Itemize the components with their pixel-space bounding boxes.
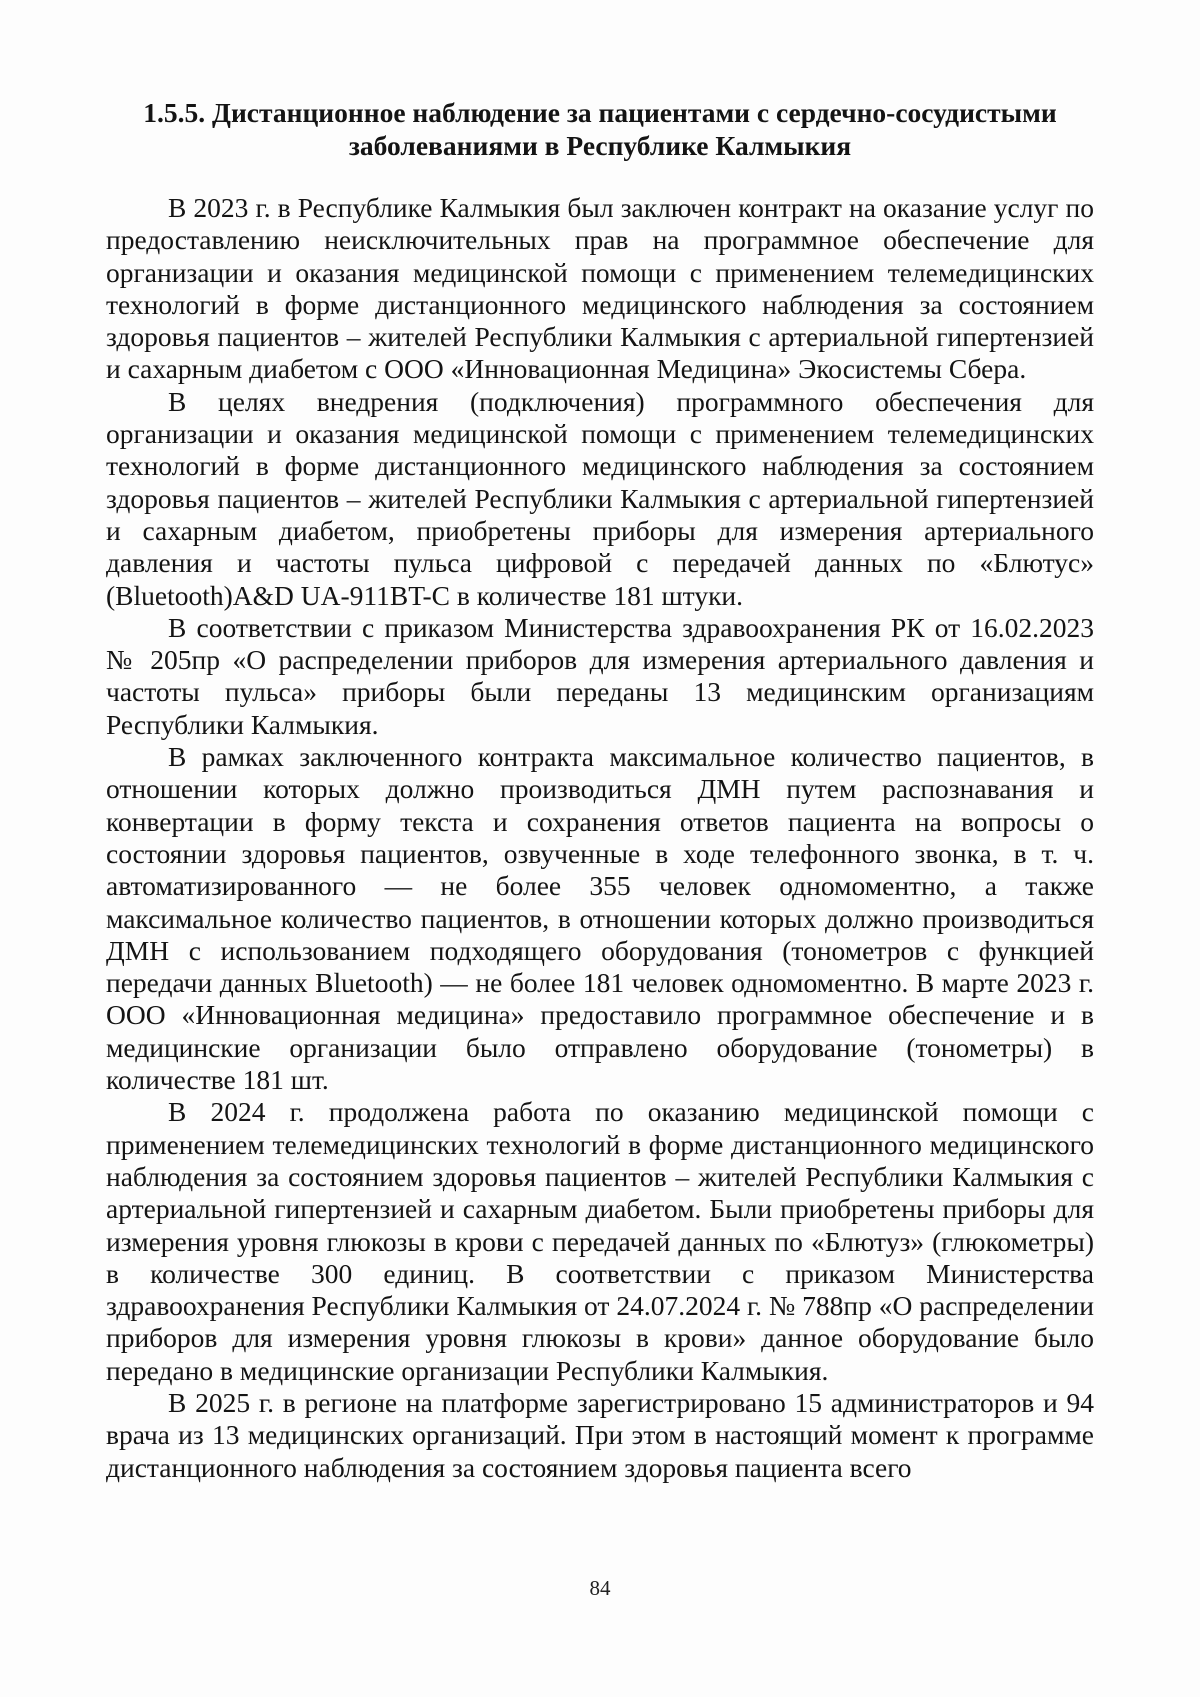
paragraph-2: В целях внедрения (подключения) программного обеспечения для организации и оказания медицинской помощи с применением телемедицинских технологий в форме дистанционного медицинского наблюдения за состоянием здоровья пациентов – жителей Республики Калмыкия с артериальной гипертензией и сахарным диабетом, приобретены приборы для измерения артериального давления и частоты пульса цифровой с передачей данных по «Блютус» (Bluetooth)A&D UA-911BT-C в количестве 181 штуки. [106,385,1094,611]
section-heading-line-2: заболеваниями в Республике Калмыкия [348,130,852,161]
paragraph-1: В 2023 г. в Республике Калмыкия был заключен контракт на оказание услуг по предоставлению неисключительных прав на программное обеспечение для организации и оказания медицинской помощи с применением телемедицинских технологий в форме дистанционного медицинского наблюдения за состоянием здоровья пациентов – жителей Республики Калмыкия с артериальной гипертензией и сахарным диабетом с ООО «Инновационная Медицина» Экосистемы Сбера. [106,192,1094,385]
paragraph-6: В 2025 г. в регионе на платформе зарегистрировано 15 администраторов и 94 врача из 13 медицинских организаций. При этом в настоящий момент к программе дистанционного наблюдения за состоянием здоровья пациента всего [106,1386,1094,1483]
page-number: 84 [589,1576,611,1600]
paragraph-5: В 2024 г. продолжена работа по оказанию медицинской помощи с применением телемедицинских технологий в форме дистанционного медицинского наблюдения за состоянием здоровья пациентов – жителей Республики Калмыкия с артериальной гипертензией и сахарным диабетом. Были приобретены приборы для измерения уровня глюкозы в крови с передачей данных по «Блютуз» (глюкометры) в количестве 300 единиц. В соответствии с приказом Министерства здравоохранения Республики Калмыкия от 24.07.2024 г. № 788пр «О распределении приборов для измерения уровня глюкозы в крови» данное оборудование было передано в медицинские организации Республики Калмыкия. [106,1096,1094,1386]
paragraph-3: В соответствии с приказом Министерства здравоохранения РК от 16.02.2023 № 205пр «О распределении приборов для измерения артериального давления и частоты пульса» приборы были переданы 13 медицинским организациям Республики Калмыкия. [106,611,1094,740]
page-content [106,96,1094,1484]
section-heading [106,96,1094,162]
section-heading-line-1: 1.5.5. Дистанционное наблюдение за пациентами с сердечно-сосудистыми [143,97,1057,128]
paragraph-4: В рамках заключенного контракта максимальное количество пациентов, в отношении которых должно производиться ДМН путем распознавания и конвертации в форму текста и сохранения ответов пациента на вопросы о состоянии здоровья пациентов, озвученные в ходе телефонного звонка, в т. ч. автоматизированного — не более 355 человек одномоментно, а также максимальное количество пациентов, в отношении которых должно производиться ДМН с использованием подходящего оборудования (тонометров с функцией передачи данных Bluetooth) — не более 181 человек одномоментно. В марте 2023 г. ООО «Инновационная медицина» предоставило программное обеспечение и в медицинские организации было отправлено оборудование (тонометры) в количестве 181 шт. [106,741,1094,1096]
